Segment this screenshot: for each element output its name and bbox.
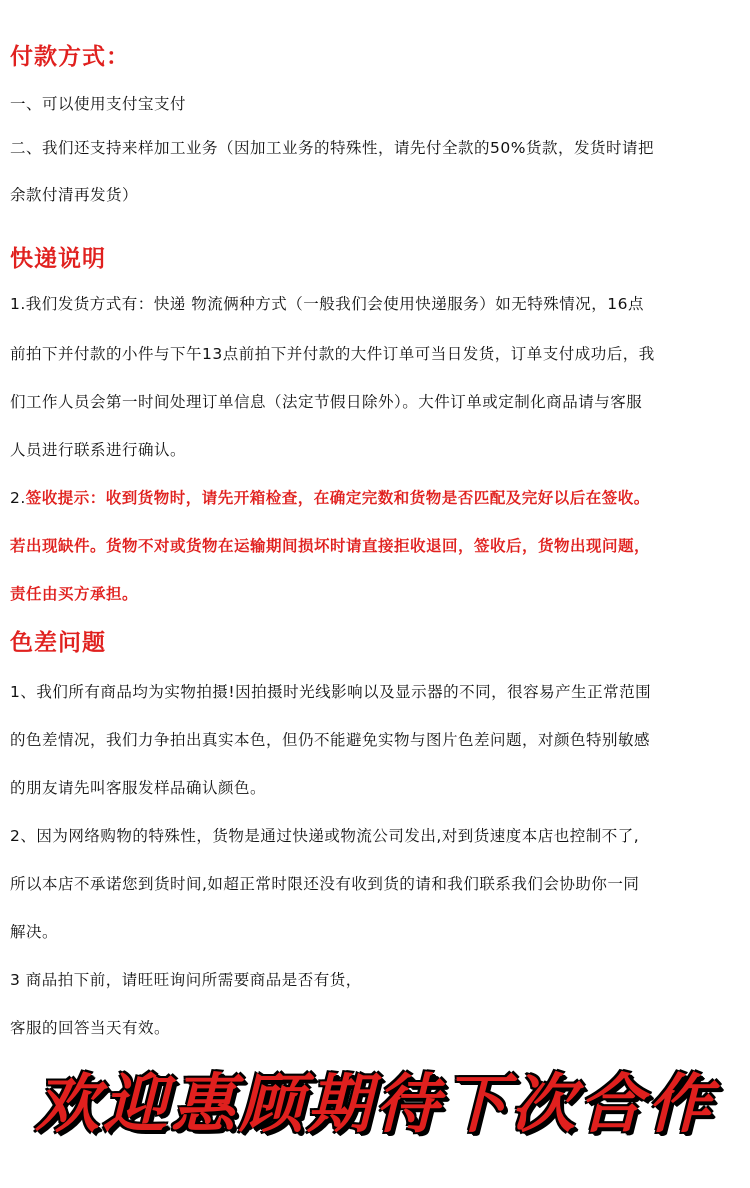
- color-line-7: 3 商品拍下前，请旺旺询问所需要商品是否有货，: [10, 971, 362, 989]
- payment-line-3: 余款付清再发货）: [10, 186, 139, 204]
- color-heading: 色差问题: [10, 630, 106, 656]
- payment-line-1: 一、可以使用支付宝支付: [10, 95, 187, 113]
- shipping-notice-text: 签收提示：收到货物时，请先开箱检查，在确定完数和货物是否匹配及完好以后在签收。: [25, 489, 650, 507]
- color-line-8: 客服的回答当天有效。: [10, 1019, 171, 1037]
- shipping-line-1: 1.我们发货方式有：快递 物流俩种方式（一般我们会使用快递服务）如无特殊情况，16点: [10, 295, 644, 313]
- shipping-notice-line-1: [10, 486, 650, 508]
- color-line-3: 的朋友请先叫客服发样品确认颜色。: [10, 779, 267, 797]
- welcome-banner: 欢迎惠顾期待下次合作: [35, 1067, 715, 1142]
- color-line-4: 2、因为网络购物的特殊性，货物是通过快递或物流公司发出,对到货速度本店也控制不了,: [10, 827, 640, 845]
- color-line-2: 的色差情况，我们力争拍出真实本色，但仍不能避免实物与图片色差问题，对颜色特别敏感: [10, 731, 651, 749]
- shipping-notice-line-3: 责任由买方承担。: [10, 585, 139, 603]
- shipping-line-3: 们工作人员会第一时间处理订单信息（法定节假日除外）。大件订单或定制化商品请与客服: [10, 393, 643, 411]
- shipping-line-4: 人员进行联系进行确认。: [10, 441, 187, 459]
- shipping-heading: 快递说明: [10, 246, 106, 272]
- color-line-1: 1、我们所有商品均为实物拍摄!因拍摄时光线影响以及显示器的不同，很容易产生正常范围: [10, 683, 652, 701]
- color-line-6: 解决。: [10, 923, 59, 941]
- shipping-notice-prefix: 2.: [10, 489, 26, 507]
- shipping-line-2: 前拍下并付款的小件与下午13点前拍下并付款的大件订单可当日发货，订单支付成功后，我: [10, 345, 655, 363]
- color-line-5: 所以本店不承诺您到货时间,如超正常时限还没有收到货的请和我们联系我们会协助你一同: [10, 875, 640, 893]
- payment-heading: 付款方式：: [10, 44, 130, 70]
- shipping-notice-line-2: 若出现缺件。货物不对或货物在运输期间损坏时请直接拒收退回，签收后，货物出现问题，: [10, 537, 651, 555]
- payment-line-2: 二、我们还支持来样加工业务（因加工业务的特殊性，请先付全款的50%货款，发货时请把: [10, 139, 654, 157]
